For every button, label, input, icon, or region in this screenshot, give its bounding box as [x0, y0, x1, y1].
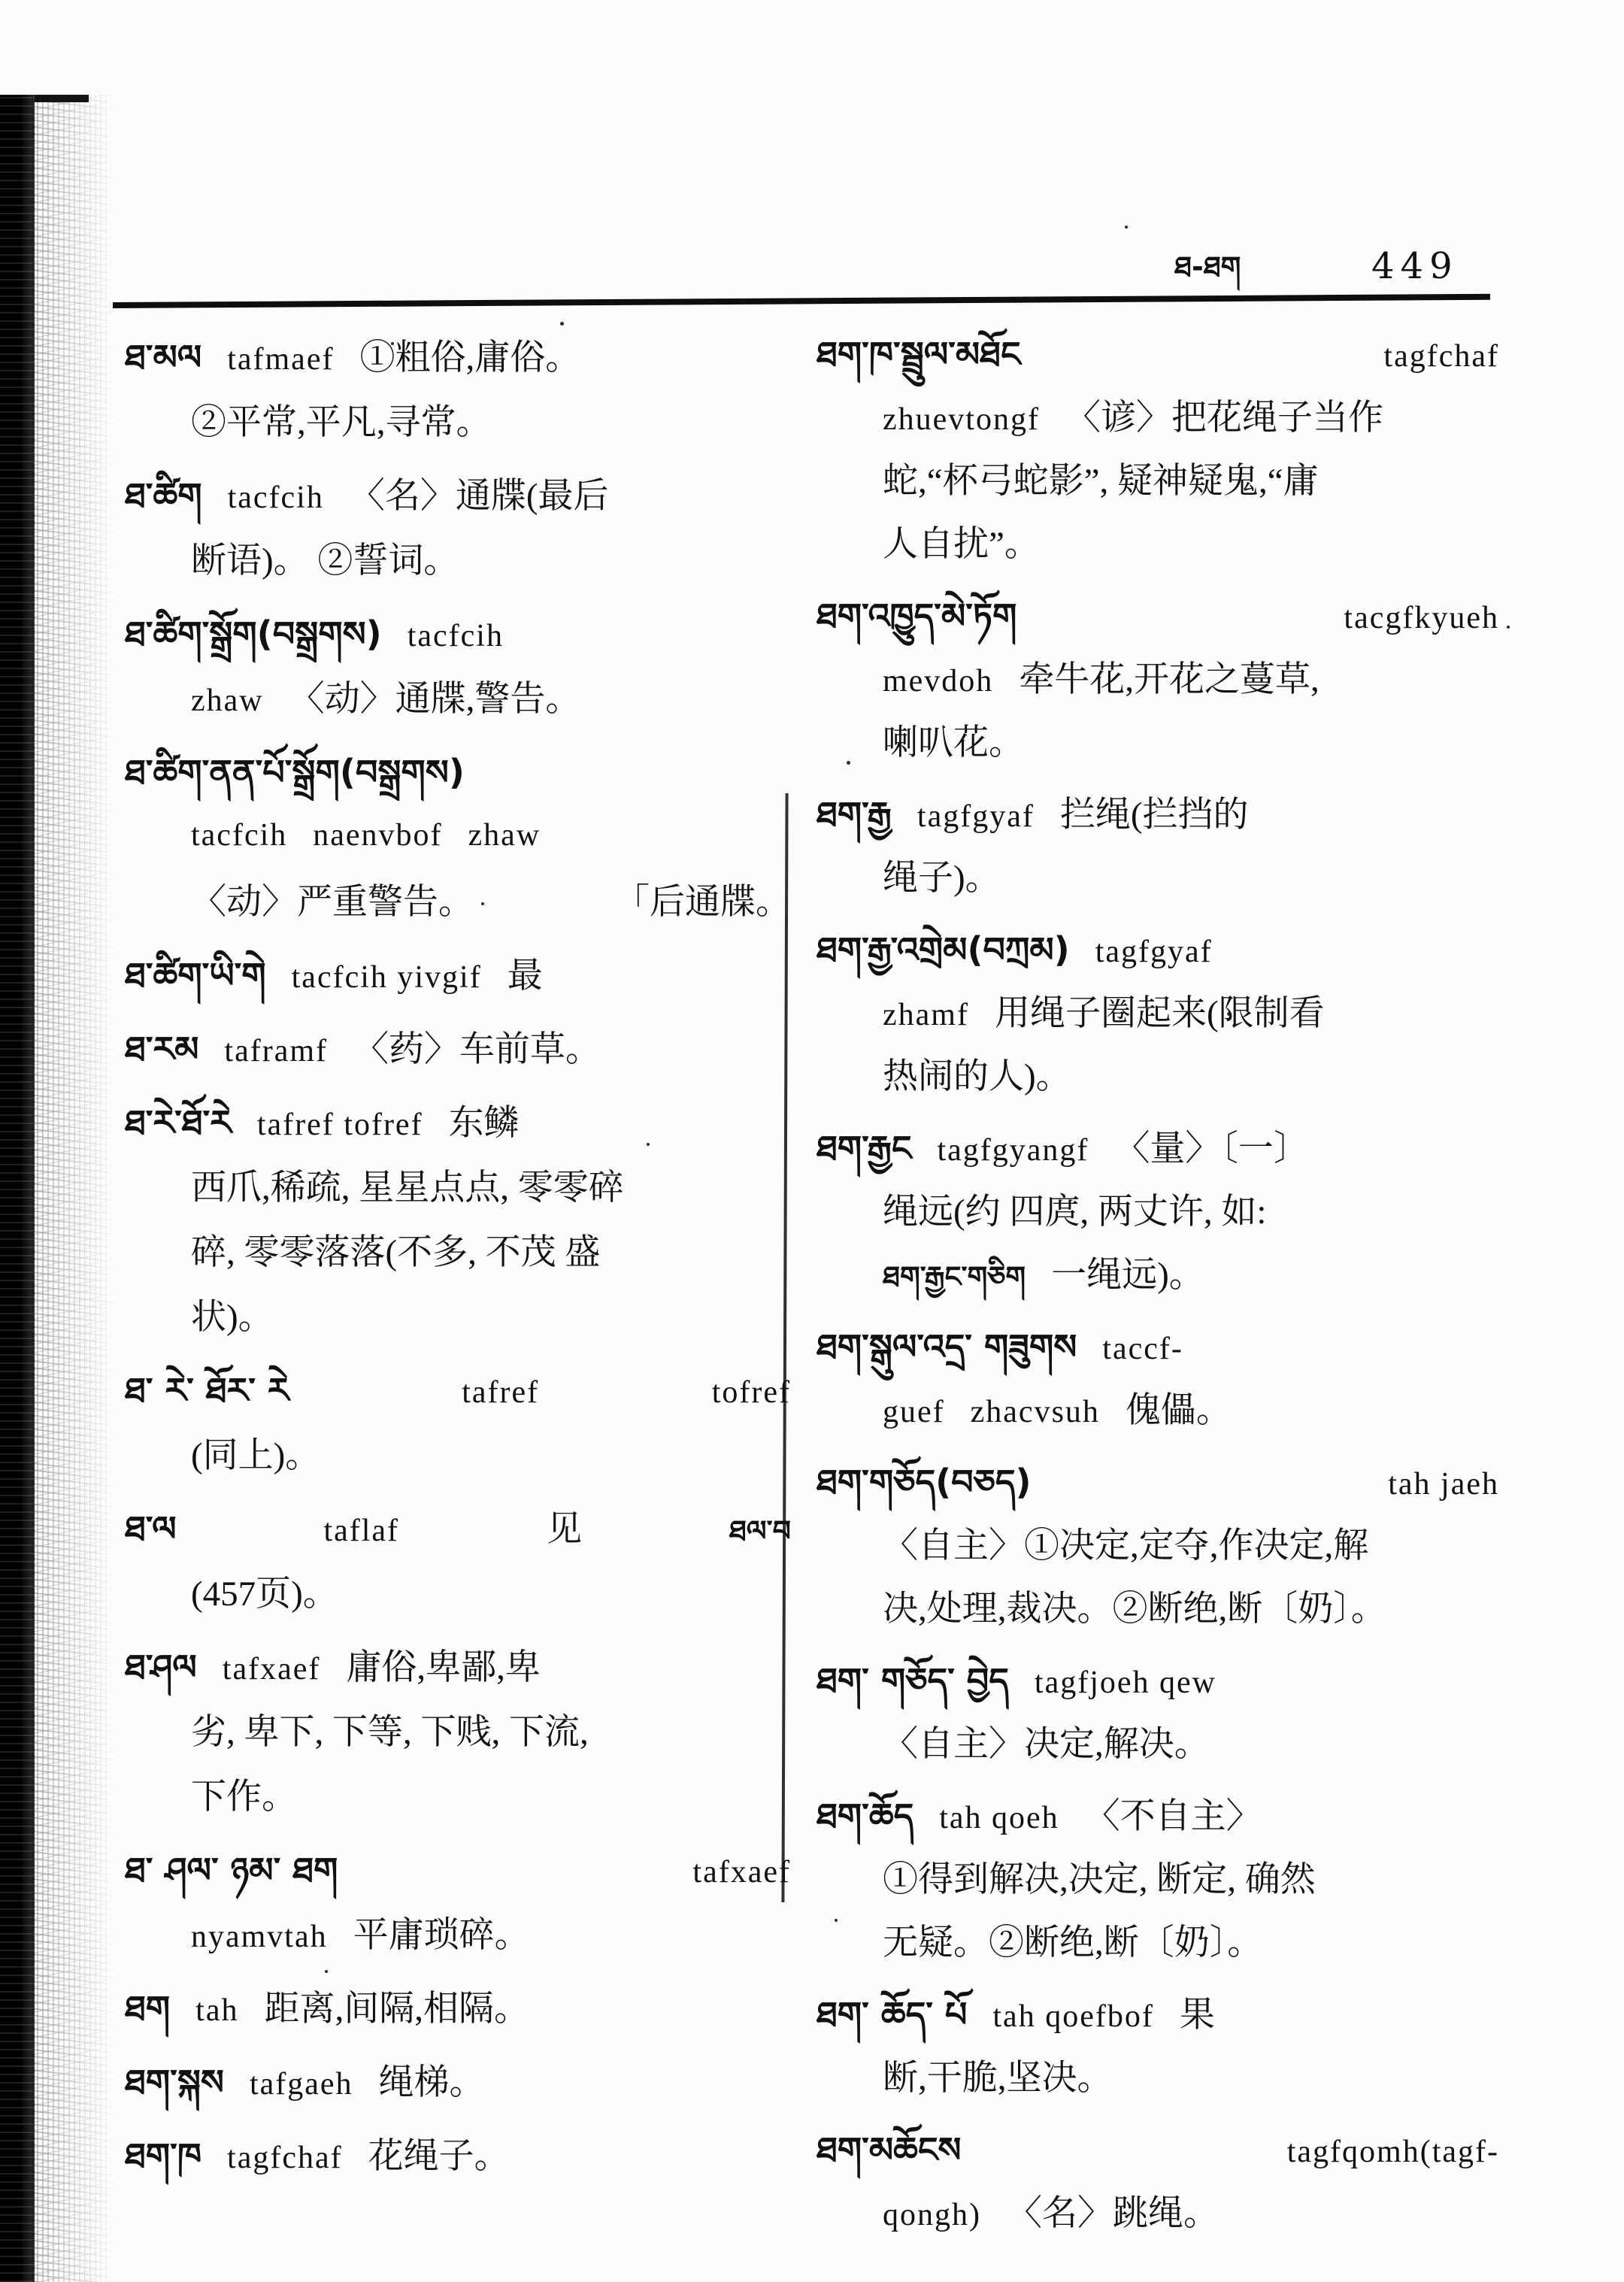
entry-line [817, 1257, 1499, 1320]
dictionary-entry [125, 1988, 791, 2056]
entry-line [817, 1528, 1499, 1591]
entry-line [817, 1796, 1499, 1862]
tibetan-headword: ཐག་ཁ [125, 2135, 202, 2176]
chinese-text: 果 [1179, 1996, 1215, 2035]
tibetan-headword: ཐག་རྒྱང [817, 1128, 912, 1168]
entry-line [817, 929, 1499, 996]
entry-line [817, 794, 1499, 860]
phonetic-text: nyamvtah [191, 1920, 328, 1954]
tibetan-headword: ཐ་ཚིག [125, 475, 202, 516]
entry-line [125, 1779, 791, 1844]
entry-line [817, 1726, 1499, 1790]
phonetic-text: zhaw [468, 818, 541, 853]
entry-line [125, 752, 791, 820]
dictionary-entry [125, 1102, 791, 1364]
chinese-text: 绳子)。 [883, 859, 1001, 898]
chinese-text: ①得到解决,决定, 断定, 确然 [883, 1860, 1316, 1899]
entry-line [817, 1194, 1499, 1257]
scan-speck [1507, 626, 1510, 629]
phonetic-text: tafxaef [692, 1855, 791, 1890]
entry-line [125, 1576, 791, 1641]
entry-line [817, 463, 1499, 526]
entry-line [817, 860, 1499, 923]
entry-line [125, 1299, 791, 1364]
dictionary-entry [125, 955, 791, 1023]
chinese-text: 见 [546, 1510, 582, 1549]
phonetic-text: zhacvsuh [970, 1395, 1100, 1429]
entry-line [817, 1660, 1499, 1726]
phonetic-text: zhaw [191, 683, 264, 718]
entry-line [125, 614, 791, 681]
chinese-text: 〈谚〉把花绳子当作 [1065, 399, 1383, 438]
chinese-text: 劣, 卑下, 下等, 下贱, 下流, [191, 1713, 589, 1752]
chinese-text: ①粗俗,庸俗。 [359, 338, 581, 377]
entry-line [125, 543, 791, 608]
chinese-text: 绳梯。 [378, 2063, 485, 2102]
dictionary-entry [125, 2062, 791, 2129]
phonetic-text: tacfcih [227, 480, 324, 515]
phonetic-text: naenvbof [313, 818, 443, 853]
chinese-text: 最 [507, 956, 543, 996]
entry-line [125, 1235, 791, 1299]
header-rule [113, 294, 1490, 308]
dictionary-entry [125, 1850, 791, 1982]
chinese-text: 〈自主〉①决定,定夺,作决定,解 [883, 1526, 1369, 1565]
dictionary-entry [125, 2135, 791, 2203]
entry-line [817, 526, 1499, 589]
chinese-text: 傀儡。 [1125, 1391, 1232, 1430]
chinese-text: 西爪,稀疏, 星星点点, 零零碎 [191, 1168, 624, 1208]
chinese-text: 无疑。②断绝,断〔奶〕。 [883, 1923, 1263, 1962]
phonetic-text: guef [883, 1395, 945, 1429]
chinese-text: 〈自主〉决定,解决。 [883, 1725, 1210, 1764]
tibetan-headword: ཐ་མལ [125, 337, 202, 377]
chinese-text: 〈名〉跳绳。 [1007, 2194, 1219, 2233]
chinese-text: 距离,间隔,相隔。 [264, 1990, 529, 2029]
entry-line [125, 1714, 791, 1779]
entry-line [817, 2060, 1499, 2123]
entry-line [125, 1917, 791, 1982]
phonetic-text: tacgfkyueh [1344, 601, 1499, 635]
tibetan-headword: ཐག་འཁྱུད་མེ་ཏོག [817, 596, 1017, 636]
dictionary-entry [817, 1128, 1499, 1320]
tibetan-headword: ཐག་མཆོངས [817, 2129, 962, 2170]
dictionary-entry [817, 596, 1499, 788]
left-column [125, 337, 791, 2212]
chinese-text: 牵牛花,开花之蔓草, [1019, 660, 1320, 699]
dictionary-entry [125, 1029, 791, 1096]
chinese-text: 平庸琐碎。 [353, 1916, 530, 1955]
chinese-text: (同上)。 [191, 1436, 321, 1475]
chinese-text: 状)。 [191, 1298, 274, 1337]
tibetan-headword: ཐག་རྒྱ་འགྲེམ(བཀྲམ) [817, 929, 1070, 970]
entry-line [817, 596, 1499, 662]
dictionary-entry [125, 1647, 791, 1844]
tibetan-headword: ཐ་རེ་ཐོ་རེ [125, 1102, 232, 1143]
chinese-text: 〈量〉〔一〕 [1114, 1129, 1309, 1168]
entry-line [817, 1059, 1499, 1122]
tibetan-headword: ཐ་ཚིག་ནན་པོ་སྒྲོག(བསྒྲགས) [125, 752, 465, 792]
entry-line [125, 1102, 791, 1170]
chinese-text: 拦绳(拦挡的 [1059, 796, 1249, 835]
tibetan-headword: ཐ་རམ [125, 1029, 199, 1069]
dictionary-entry [125, 614, 791, 746]
scan-speck [560, 322, 564, 326]
entry-line [125, 820, 791, 884]
chinese-text: 喇叭花。 [883, 723, 1024, 762]
dictionary-entry [817, 794, 1499, 923]
phonetic-text: tafgaeh [249, 2067, 353, 2102]
dictionary-entry [817, 1462, 1499, 1654]
dictionary-entry [125, 752, 791, 949]
chinese-text: 碎, 零零落落(不多, 不茂 盛 [191, 1233, 601, 1272]
chinese-text: ②平常,平凡,寻常。 [191, 403, 492, 442]
entry-line [125, 1029, 791, 1096]
tibetan-headword: ཐ་ ཤལ་ ཉམ་ ཐག [125, 1850, 338, 1890]
phonetic-text: tah jaeh [1388, 1467, 1499, 1502]
entry-line [125, 955, 791, 1023]
entry-line [817, 1591, 1499, 1654]
entry-line [817, 1462, 1499, 1528]
chinese-text: 人自扰”。 [883, 525, 1040, 564]
phonetic-text: tagfgyaf [917, 799, 1035, 834]
dictionary-entry [817, 1660, 1499, 1790]
scan-speck [1125, 226, 1128, 229]
phonetic-text: tagfchaf [1383, 339, 1499, 374]
tibetan-headword: ཐག [125, 1988, 171, 2029]
chinese-text: 断,干脆,坚决。 [883, 2059, 1113, 2098]
chinese-text: 〈药〉车前草。 [353, 1030, 601, 1069]
page-number: 449 [1371, 245, 1459, 287]
entry-line [125, 1508, 791, 1576]
chinese-text: 花绳子。 [368, 2137, 510, 2176]
chinese-text: 「后通牒。 [614, 883, 791, 922]
dictionary-entry [125, 1508, 791, 1641]
dictionary-entry [817, 1796, 1499, 1988]
chinese-text: 庸俗,卑鄙,卑 [346, 1648, 541, 1687]
chinese-text: 断语)。 ②誓词。 [191, 541, 459, 580]
chinese-text: 〈动〉严重警告。 [191, 883, 474, 922]
tibetan-headword: ཐ་ལ [125, 1508, 177, 1549]
chinese-text: 绳远(约 四庹, 两丈许, 如: [883, 1193, 1267, 1232]
phonetic-text: tagfgyaf [1095, 935, 1213, 969]
phonetic-text: qongh) [883, 2198, 981, 2232]
phonetic-text: mevdoh [883, 664, 994, 699]
entry-line [125, 1438, 791, 1502]
tibetan-headword: ཐག་ ཆོད་ པོ [817, 1994, 968, 2035]
chinese-text: (457页)。 [191, 1574, 338, 1614]
guide-word: ཐ-ཐག [1174, 250, 1241, 283]
entry-line [125, 681, 791, 746]
scan-noise [32, 95, 120, 2282]
entry-line [125, 1370, 791, 1438]
entry-line [125, 337, 791, 405]
tibetan-headword: ཐག་སྒུལ་འདྲ་ གཟུགས [817, 1326, 1077, 1367]
tibetan-text: ཐལ་བ [729, 1514, 791, 1547]
entry-line [817, 1862, 1499, 1925]
entry-line [817, 1925, 1499, 1988]
phonetic-text: zhuevtongf [883, 402, 1040, 437]
tibetan-headword: ཐ་ཚིག་ཡི་གེ [125, 955, 266, 996]
chinese-text: 蛇,“杯弓蛇影”, 疑神疑鬼,“庸 [883, 462, 1319, 501]
phonetic-text: tafref tofref [256, 1108, 423, 1142]
dictionary-entry [125, 337, 791, 469]
phonetic-text: tagfgyangf [937, 1133, 1089, 1168]
phonetic-text: tofref [711, 1375, 791, 1410]
left-edge-scan-band [0, 95, 35, 2282]
tibetan-headword: ཐག་ཁ་སྦྲུལ་མཐོང [817, 334, 1021, 374]
entry-line [125, 2135, 791, 2203]
entry-line [125, 1647, 791, 1714]
entry-line [125, 475, 791, 543]
chinese-text: 热闹的人)。 [883, 1057, 1071, 1096]
tibetan-headword: ཐ་ རེ་ ཐོར་ རེ [125, 1370, 289, 1411]
entry-line [817, 725, 1499, 788]
dictionary-entry [125, 1370, 791, 1502]
entry-line [817, 996, 1499, 1059]
chinese-text: 一绳远)。 [1051, 1256, 1204, 1295]
phonetic-text: taccf- [1102, 1332, 1183, 1366]
phonetic-text: tagfqomh(tagf- [1286, 2135, 1499, 2169]
phonetic-text: tah qoeh [939, 1801, 1059, 1835]
chinese-text: 用绳子圈起来(限制看 [994, 994, 1325, 1033]
entry-line [125, 1988, 791, 2056]
tibetan-headword: ཐ་ཤལ [125, 1647, 197, 1687]
entry-line [817, 2196, 1499, 2259]
tibetan-headword: ཐག་ཆོད [817, 1796, 914, 1836]
phonetic-text: tagfjoeh qew [1034, 1665, 1217, 1700]
phonetic-text: tacfcih [191, 818, 288, 853]
chinese-text: 〈不自主〉 [1084, 1797, 1262, 1836]
tibetan-headword: ཐ་ཚིག་སྒྲོག(བསྒྲགས) [125, 614, 382, 654]
phonetic-text: tacfcih [407, 619, 504, 653]
chinese-text: 〈动〉通牒,警告。 [289, 680, 581, 719]
entry-line [817, 334, 1499, 400]
tibetan-headword: ཐག་གཅོད(བཅད) [817, 1462, 1032, 1502]
chinese-text: 下作。 [191, 1777, 297, 1817]
dictionary-entry [817, 1994, 1499, 2123]
dictionary-entry [125, 475, 791, 608]
dictionary-entry [817, 2129, 1499, 2259]
entry-line [125, 1850, 791, 1917]
tibetan-headword: ཐག་རྒྱ [817, 794, 892, 835]
tibetan-headword: ཐག་ གཅོད་ བྱེད [817, 1660, 1009, 1701]
phonetic-text: tah [195, 1993, 239, 2028]
entry-line [125, 884, 791, 949]
phonetic-text: tagfchaf [227, 2141, 343, 2175]
phonetic-text: tafref [462, 1375, 540, 1410]
chinese-text: 东鳞 [448, 1104, 520, 1143]
right-column [817, 334, 1499, 2268]
entry-line [817, 400, 1499, 463]
dictionary-entry [817, 334, 1499, 589]
phonetic-text: tafxaef [222, 1652, 321, 1686]
entry-line [817, 1128, 1499, 1194]
chinese-text: 〈名〉通牒(最后 [349, 477, 609, 516]
entry-line [125, 1170, 791, 1235]
dictionary-entry [817, 1326, 1499, 1456]
phonetic-text: tah qoefbof [992, 1999, 1154, 2034]
chinese-text: 决,处理,裁决。②断绝,断〔奶〕。 [883, 1590, 1386, 1629]
dictionary-entry [817, 929, 1499, 1122]
entry-line [817, 1994, 1499, 2060]
entry-line [817, 2129, 1499, 2196]
phonetic-text: tafmaef [227, 342, 335, 377]
phonetic-text: zhamf [883, 998, 969, 1032]
entry-line [125, 2062, 791, 2129]
phonetic-text: taframf [224, 1034, 328, 1068]
tibetan-headword: ཐག་སྐས [125, 2062, 224, 2102]
phonetic-text: taflaf [323, 1514, 400, 1548]
entry-line [817, 1326, 1499, 1393]
phonetic-text: tacfcih yivgif [291, 960, 482, 995]
entry-line [817, 662, 1499, 725]
tibetan-text: ཐག་རྒྱང་གཅིག [883, 1260, 1026, 1293]
entry-line [817, 1393, 1499, 1456]
entry-line [125, 405, 791, 469]
